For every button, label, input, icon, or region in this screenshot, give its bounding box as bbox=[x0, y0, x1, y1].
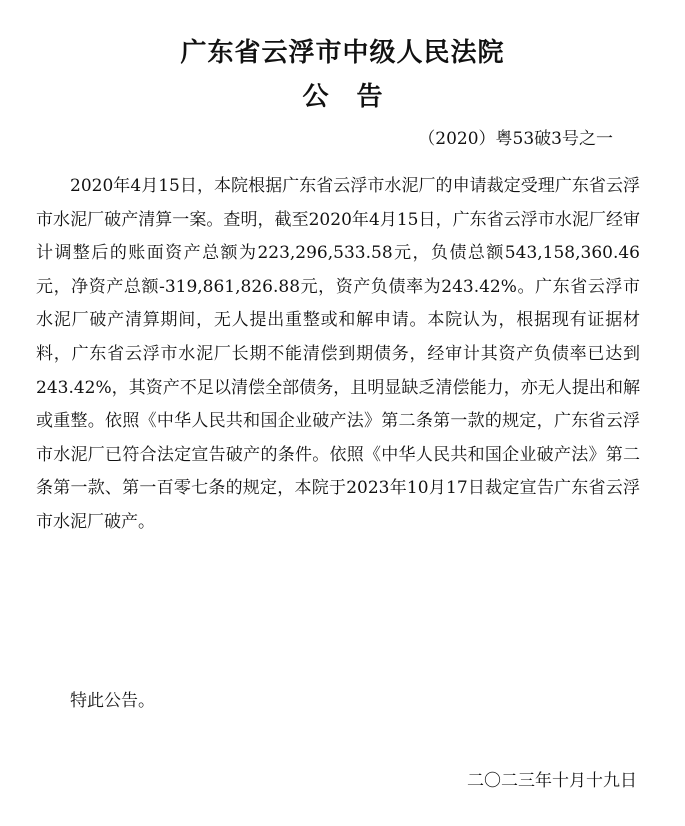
issue-date: 二〇二三年十月十九日 bbox=[467, 771, 637, 791]
closing-statement: 特此公告。 bbox=[70, 691, 155, 711]
body-paragraph: 2020年4月15日，本院根据广东省云浮市水泥厂的申请裁定受理广东省云浮市水泥厂破产清算一案。查明，截至2020年4月15日，广东省云浮市水泥厂经审计调整后的账面资产总额为223,296,533.58元，负债总额543,158,360.46元，净资产总额-319,861,826.88元，资产负债率为243.42%。广东省云浮市水泥厂破产清算期间，无人提出重整或和解申请。本院认为，根据现有证据材料，广东省云浮市水泥厂长期不能清偿到期债务，经审计其资产负债率已达到243.42%，其资产不足以清偿全部债务，且明显缺乏清偿能力，亦无人提出和解或重整。依照《中华人民共和国企业破产法》第二条第一款的规定，广东省云浮市水泥厂已符合法定宣告破产的条件。依照《中华人民共和国企业破产法》第二条第一款、第一百零七条的规定，本院于2023年10月17日裁定宣告广东省云浮市水泥厂破产。 bbox=[36, 176, 640, 532]
case-number: （2020）粤53破3号之一 bbox=[418, 129, 613, 149]
court-name-title: 广东省云浮市中级人民法院 bbox=[180, 38, 505, 68]
document-type-heading: 公告 bbox=[302, 82, 411, 112]
announcement-body bbox=[36, 170, 640, 540]
